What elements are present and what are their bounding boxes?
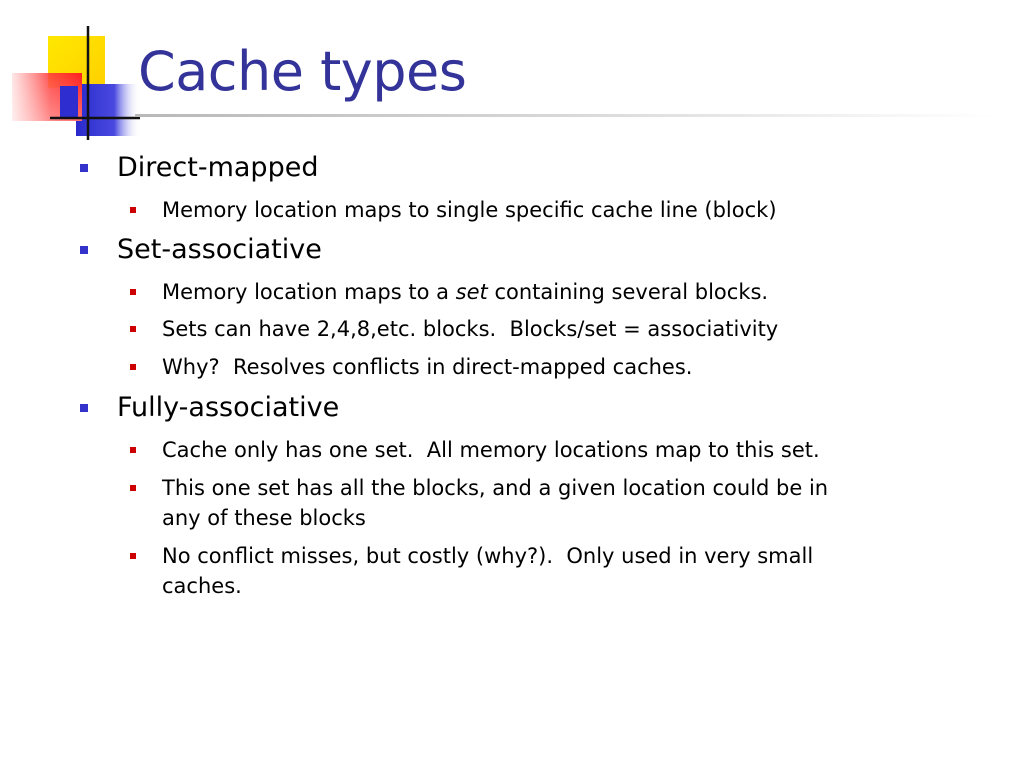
- level2-bullet-square: [130, 485, 136, 491]
- text-run: Memory location maps to a: [162, 280, 456, 304]
- bullet-heading: Fully-associative: [117, 392, 340, 423]
- sub-bullet-text: Sets can have 2,4,8,etc. blocks. Blocks/set = associativity: [162, 317, 779, 341]
- level1-bullet-square: [80, 404, 88, 412]
- sub-bullet-text: [162, 541, 962, 601]
- bullet-heading: Set-associative: [117, 234, 322, 265]
- level2-bullet-square: [130, 289, 136, 295]
- sub-bullet-text: Why? Resolves conflicts in direct-mapped caches.: [162, 355, 693, 379]
- slide-title: Cache types: [138, 40, 467, 103]
- sub-bullet-text: [162, 277, 962, 307]
- emphasized-term: set: [455, 280, 488, 304]
- text-line: any of these blocks: [162, 506, 366, 530]
- level2-bullet-square: [130, 207, 136, 213]
- text-line: No conflict misses, but costly (why?). Only used in very small: [162, 544, 814, 568]
- text-line: caches.: [162, 574, 242, 598]
- text-line: This one set has all the blocks, and a given location could be in: [162, 476, 829, 500]
- sub-bullet-text: Memory location maps to single specific cache line (block): [162, 198, 777, 222]
- level2-bullet-square: [130, 553, 136, 559]
- sub-bullet-text: [162, 473, 962, 533]
- level1-bullet-square: [80, 164, 88, 172]
- level2-bullet-square: [130, 364, 136, 370]
- sub-bullet-text: Cache only has one set. All memory locations map to this set.: [162, 438, 820, 462]
- level2-bullet-square: [130, 447, 136, 453]
- level1-bullet-square: [80, 246, 88, 254]
- text-run: containing several blocks.: [487, 280, 769, 304]
- level2-bullet-square: [130, 326, 136, 332]
- bullet-heading: Direct-mapped: [117, 152, 319, 183]
